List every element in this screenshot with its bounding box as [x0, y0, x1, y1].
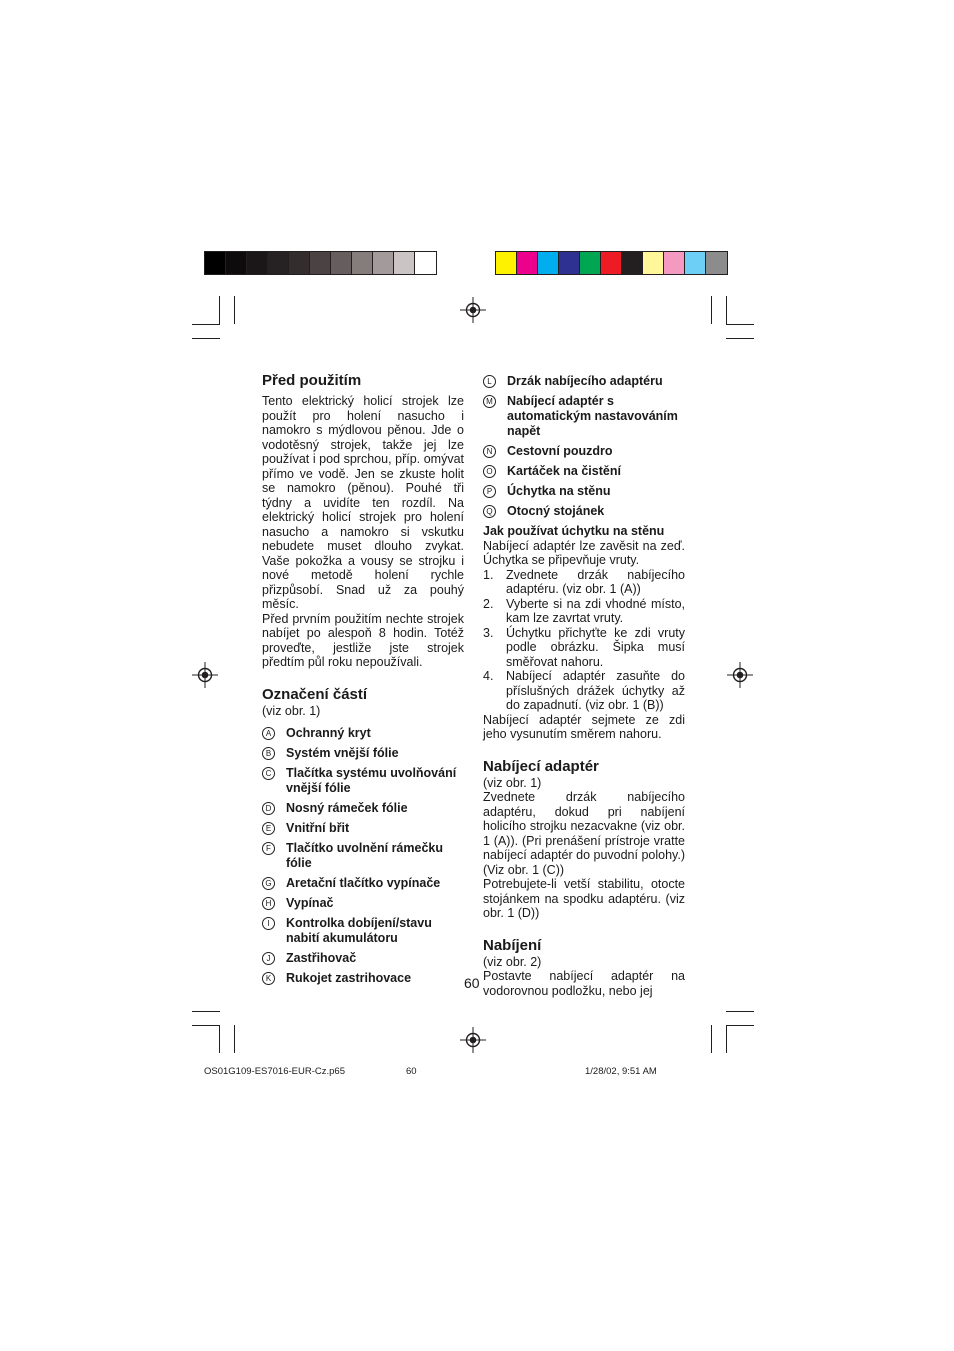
color-swatch [664, 252, 685, 274]
part-label: Cestovní pouzdro [507, 444, 613, 458]
part-letter-icon: L [483, 375, 496, 388]
color-swatch [643, 252, 664, 274]
part-item [483, 394, 685, 439]
parts-list-continued [483, 374, 685, 519]
wall-mount-outro: Nabíjecí adaptér sejmete ze zdi jeho vysunutím směrem nahoru. [483, 712, 685, 741]
part-item [483, 464, 685, 479]
crop-mark [192, 338, 220, 339]
crop-mark [726, 1011, 754, 1012]
part-letter-icon: P [483, 485, 496, 498]
step-text: Nabíjecí adaptér zasuňte do příslušných drážek úchytky až do zapadnutí. (viz obr. 1 (B)) [506, 669, 685, 712]
color-swatch [622, 252, 643, 274]
figure-reference: (viz obr. 1) [262, 703, 321, 718]
color-swatch [268, 252, 289, 274]
crop-mark [726, 1025, 754, 1026]
part-letter-icon: G [262, 877, 275, 890]
crop-mark [219, 296, 220, 324]
crop-mark [234, 296, 235, 324]
part-item [483, 504, 685, 519]
part-letter-icon: K [262, 972, 275, 985]
part-letter-icon: Q [483, 505, 496, 518]
step-item [483, 669, 685, 713]
part-letter-icon: E [262, 822, 275, 835]
part-item [262, 821, 464, 836]
color-swatch [247, 252, 268, 274]
part-letter-icon: A [262, 727, 275, 740]
part-label: Vnitřní břit [286, 821, 350, 835]
wall-mount-steps [483, 568, 685, 713]
part-item [262, 841, 464, 871]
part-letter-icon: H [262, 897, 275, 910]
charging-section [483, 937, 685, 999]
charging-paragraph: Postavte nabíjecí adaptér na vodorovnou podložku, nebo jej [483, 969, 685, 998]
part-letter-icon: N [483, 445, 496, 458]
part-letter-icon: O [483, 465, 496, 478]
part-label: Tlačítka systému uvolňování vnější fólie [286, 766, 457, 795]
part-letter-icon: D [262, 802, 275, 815]
wall-mount-title: Jak používat úchytku na stěnu [483, 524, 665, 538]
color-swatch [415, 252, 436, 274]
color-swatch [394, 252, 415, 274]
color-swatch [706, 252, 727, 274]
grayscale-calibration-bar [204, 251, 437, 275]
color-swatch [538, 252, 559, 274]
part-item [262, 801, 464, 816]
crop-mark [726, 296, 727, 324]
crop-mark [192, 1011, 220, 1012]
color-swatch [496, 252, 517, 274]
color-swatch [331, 252, 352, 274]
adapter-paragraph: Zvednete drzák nabíjecího adaptéru, dokud pri nabíjení holicího strojku nezacvakne (viz obr. 1 (A)). (Pri prenášení prístroje vratte nabíjecí adaptér do puvodní polohy.) (Viz obr. 1 (C)) [483, 790, 685, 877]
part-letter-icon: I [262, 917, 275, 930]
registration-mark-icon [727, 662, 753, 688]
color-swatch [580, 252, 601, 274]
part-label: Drzák nabíjecího adaptéru [507, 374, 663, 388]
part-label: Aretační tlačítko vypínače [286, 876, 441, 890]
step-number: 1. [483, 567, 494, 582]
wall-mount-intro: Nabíjecí adaptér lze zavěsit na zeď. Úchytka se připevňuje vruty. [483, 538, 685, 567]
part-item [262, 896, 464, 911]
crop-mark [711, 296, 712, 324]
step-number: 2. [483, 596, 494, 611]
color-swatch [559, 252, 580, 274]
color-swatch [601, 252, 622, 274]
part-item [262, 971, 464, 986]
part-label: Systém vnější fólie [286, 746, 399, 760]
part-label: Nosný rámeček fólie [286, 801, 408, 815]
step-item [483, 568, 685, 597]
step-item [483, 626, 685, 670]
color-swatch [289, 252, 310, 274]
footer-date: 1/28/02, 9:51 AM [585, 1066, 657, 1077]
part-label: Ochranný kryt [286, 726, 371, 740]
registration-mark-icon [460, 1027, 486, 1053]
section-heading-adapter: Nabíjecí adaptér [483, 757, 599, 775]
part-item [483, 484, 685, 499]
crop-mark [192, 1025, 220, 1026]
color-swatch [685, 252, 706, 274]
part-item [262, 726, 464, 741]
figure-reference: (viz obr. 1) [483, 775, 542, 790]
part-label: Nabíjecí adaptér s automatickým nastavováním napět [507, 394, 678, 438]
part-label: Tlačítko uvolnění rámečku fólie [286, 841, 443, 870]
part-item [262, 746, 464, 761]
right-column [483, 372, 685, 998]
step-text: Úchytku přichyťte ke zdi vruty podle obrázku. Šipka musí směřovat nahoru. [506, 625, 685, 669]
footer-page: 60 [406, 1066, 417, 1077]
part-letter-icon: M [483, 395, 496, 408]
part-label: Vypínač [286, 896, 334, 910]
crop-mark [711, 1025, 712, 1053]
step-item [483, 597, 685, 626]
footer-filename: OS01G109-ES7016-EUR-Cz.p65 [204, 1066, 345, 1077]
color-calibration-bar [495, 251, 728, 275]
part-label: Kartáček na čistění [507, 464, 621, 478]
adapter-section [483, 758, 685, 921]
step-number: 4. [483, 669, 494, 683]
part-label: Úchytka na stěnu [507, 484, 611, 498]
part-label: Otocný stojánek [507, 504, 605, 518]
parts-list [262, 726, 464, 986]
color-swatch [352, 252, 373, 274]
part-label: Rukojet zastrihovace [286, 971, 412, 985]
crop-mark [726, 324, 754, 325]
part-letter-icon: J [262, 952, 275, 965]
registration-mark-icon [460, 297, 486, 323]
page-number: 60 [464, 975, 480, 991]
crop-mark [192, 324, 220, 325]
crop-mark [726, 338, 754, 339]
part-letter-icon: F [262, 842, 275, 855]
registration-mark-icon [192, 662, 218, 688]
color-swatch [517, 252, 538, 274]
color-swatch [205, 252, 226, 274]
figure-reference: (viz obr. 2) [483, 954, 542, 969]
parts-section [262, 686, 464, 987]
before-use-paragraph: Tento elektrický holicí strojek lze použít pro holení nasucho i namokro s mýdlovou pěnou. Jde o vodotěsný strojek, takže jej lze používat i pod sprchou, příp. omývat přímo ve vodě. Jen se zkuste holit se namokro (pěnou). Pouhé tři týdny a uvidíte ten rozdíl. Na elektrický holicí strojek pro holení nasucho a namokro si vskutku nebudete muset dlouho zvykat. Vaše pokožka a vousy se strojku i nové metodě holení rychle přizpůsobí. Snad už za pouhý měsíc. [262, 394, 464, 611]
before-use-paragraph: Před prvním použitím nechte strojek nabíjet po alespoň 8 hodin. Totéž proveďte, jestliže jste strojek předtím půl roku nepoužívali. [262, 611, 464, 669]
crop-mark [219, 1025, 220, 1053]
color-swatch [310, 252, 331, 274]
part-item [262, 951, 464, 966]
color-swatch [373, 252, 394, 274]
part-item [262, 876, 464, 891]
part-label: Kontrolka dobíjení/stavu nabití akumulátoru [286, 916, 432, 945]
part-letter-icon: C [262, 767, 275, 780]
step-number: 3. [483, 625, 494, 640]
step-text: Zvednete drzák nabíjecího adaptéru. (viz obr. 1 (A)) [506, 567, 685, 596]
section-heading-before-use: Před použitím [262, 372, 362, 389]
crop-mark [726, 1025, 727, 1053]
part-label: Zastřihovač [286, 951, 357, 965]
left-column [262, 372, 464, 991]
part-item [483, 374, 685, 389]
crop-mark [234, 1025, 235, 1053]
adapter-paragraph: Potrebujete-li vetší stabilitu, otocte stojánkem na spodku adaptéru. (viz obr. 1 (D)) [483, 877, 685, 920]
part-item [483, 444, 685, 459]
section-heading-parts: Označení částí [262, 685, 368, 703]
part-letter-icon: B [262, 747, 275, 760]
part-item [262, 766, 464, 796]
section-heading-charging: Nabíjení [483, 936, 542, 954]
color-swatch [226, 252, 247, 274]
step-text: Vyberte si na zdi vhodné místo, kam lze zavrtat vruty. [506, 596, 685, 625]
part-item [262, 916, 464, 946]
